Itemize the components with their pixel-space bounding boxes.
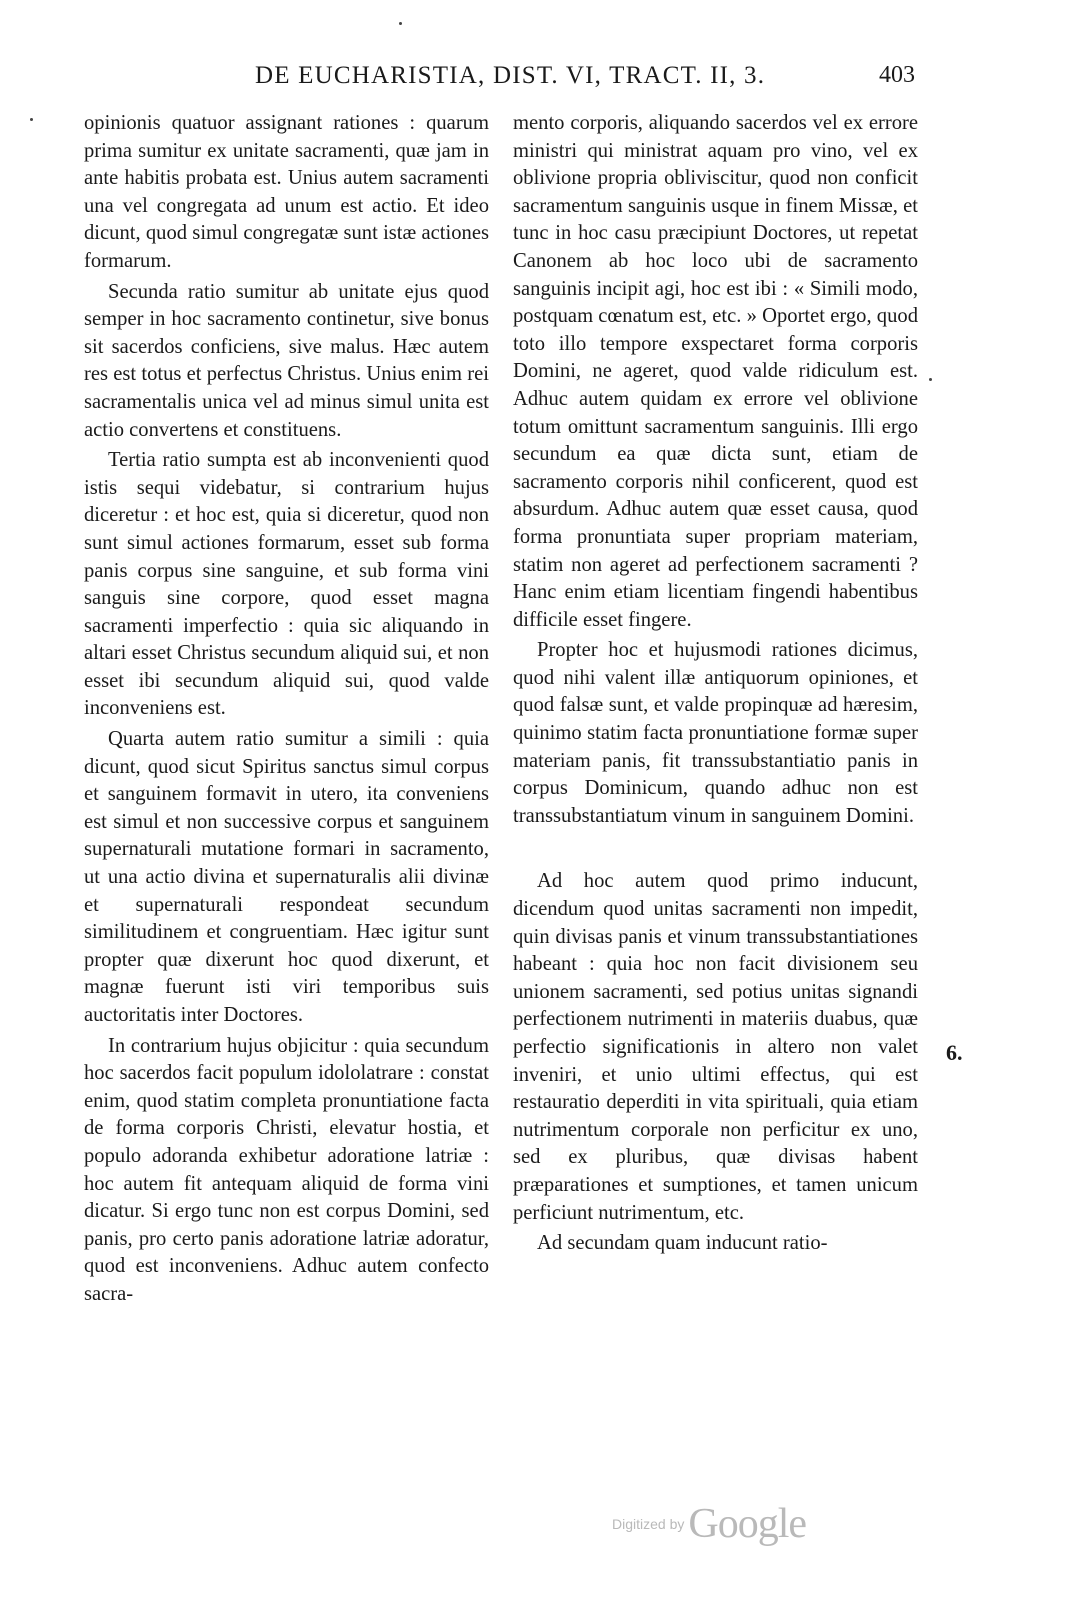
left-paragraph-1: opinionis quatuor assignant rationes : quarum prima sumitur ex unitate sacramenti, quæ jam in ante habitis probata est. Unius autem sacramenti una vel congregata ad unum est actio. Et ideo dicunt, quod simul congregatæ sunt istæ actiones formarum. <box>84 112 489 272</box>
digitization-watermark <box>612 1500 806 1550</box>
scan-speck <box>399 22 402 25</box>
page-number: 403 <box>879 62 915 88</box>
right-paragraph-4: Ad secundam quam inducunt ratio- <box>537 1232 828 1255</box>
watermark-prefix: Digitized by <box>612 1516 685 1532</box>
right-paragraph-3: Ad hoc autem quod primo inducunt, dicendum quod unitas sacramenti non impedit, quin divisas panis et vinum transsubstantiationes habeant : quia hoc non facit divisionem seu unionem sacramenti, sed potius unitas signandi perfectionem nutrimenti in materiis duabus, quæ perfectio significationis in altero non valet inveniri, et unio ultimi effectus, qui est restauratio deperditi in vita spirituali, quia etiam nutrimentum corporale non perficitur ex uno, sed ex pluribus, quæ divisas habent præparationes et sumptiones, et tamen unicum perficiunt nutrimentum, etc. <box>513 870 918 1224</box>
right-paragraph-2: Propter hoc et hujusmodi rationes dicimus, quod nihi valent illæ antiquorum opiniones, et quod falsæ sunt, et valde propinquæ ad hæresim, quinimo statim facta pronuntiatione formæ super materiam panis, fit transsubstantiatio panis in corpus Dominicum, quando adhuc non est transsubstantiatum vinum in sanguinem Domini. <box>513 639 918 827</box>
page-header <box>255 62 915 102</box>
scan-speck <box>30 118 33 121</box>
left-column <box>84 110 489 1309</box>
left-paragraph-3: Tertia ratio sumpta est ab inconvenienti quod istis sequi videbatur, si contrarium hujus diceretur : et hoc est, quia si diceretur, quod non sunt simul actiones formarum, esset sub forma panis corpus sine sanguine, et sub forma vini sanguis sine corpore, quod esset magna sacramenti imperfectio : quia sic aliquando in altari esset Christus secundum aliquid sui, et non esset ibi secundum aliquid sui, quod valde inconveniens est. <box>84 449 489 720</box>
left-paragraph-4: Quarta autem ratio sumitur a simili : quia dicunt, quod sicut Spiritus sanctus simul corpus et sanguinem formavit in utero, ita conveniens est simul et non successive corpus et sanguinem supernaturali mutatione formari in sacramento, ut una actio divina et supernaturalis alii divinæ et supernaturali respondeat secundum similitudinem et congruentiam. Hæc igitur sunt propter quæ dixerunt hoc quod dixerunt, et magnæ fuerunt isti viri temporibus suis auctoritatis inter Doctores. <box>84 728 489 1026</box>
running-title: DE EUCHARISTIA, DIST. VI, TRACT. II, 3. <box>255 62 766 89</box>
right-paragraph-1: mento corporis, aliquando sacerdos vel ex errore ministri qui ministrat aquam pro vino, vel ex oblivione propria obliviscitur, quod non conficit sacramentum sanguinis usque in finem Missæ, et tunc in hoc casu præcipiunt Doctores, ut repetat Canonem ab hoc loco ubi de sacramento sanguinis incipit agi, hoc est ibi : « Simili modo, postquam cœnatum est, etc. » Oportet ergo, quod toto illo tempore exspectaret forma corporis Domini, ne ageret, quod valde ridiculum est. Adhuc autem quidam ex errore vel oblivione totum omittunt sacramentum sanguinis. Illi ergo secundum ea quæ dicta sunt, etiam de sacramento corporis nihil conficerent, quod est absurdum. Adhuc autem quæ esset causa, quod forma pronuntiata super propriam materiam, statim non ageret ad perfectionem sacramenti ? Hanc enim etiam licentiam fingendi habentibus difficile esset fingere. <box>513 112 918 631</box>
left-paragraph-5: In contrarium hujus objicitur : quia secundum hoc sacerdos facit populum idololatrare : constat enim, quod statim completa pronuntiatione facta de forma corporis Christi, elevatur hostia, et populo adoranda exhibetur adoratione latriæ : hoc autem fit antequam aliquid de forma vini dicatur. Si ergo tunc non est corpus Domini, sed panis, pro certo panis adoratione latriæ adoratur, quod est inconveniens. Adhuc autem confecto sacra- <box>84 1034 489 1305</box>
marginal-section-number: 6. <box>946 1040 963 1065</box>
scan-speck <box>929 378 932 381</box>
right-column <box>513 110 918 1258</box>
left-paragraph-2: Secunda ratio sumitur ab unitate ejus quod semper in hoc sacramento continetur, sive bonus sit sacerdos conficiens, sive malus. Hæc autem res est totus et perfectus Christus. Unius enim rei sacramentalis unica vel ad minus simul unita est actio convertens et constituens. <box>84 280 489 441</box>
watermark-brand: Google <box>688 1501 807 1547</box>
